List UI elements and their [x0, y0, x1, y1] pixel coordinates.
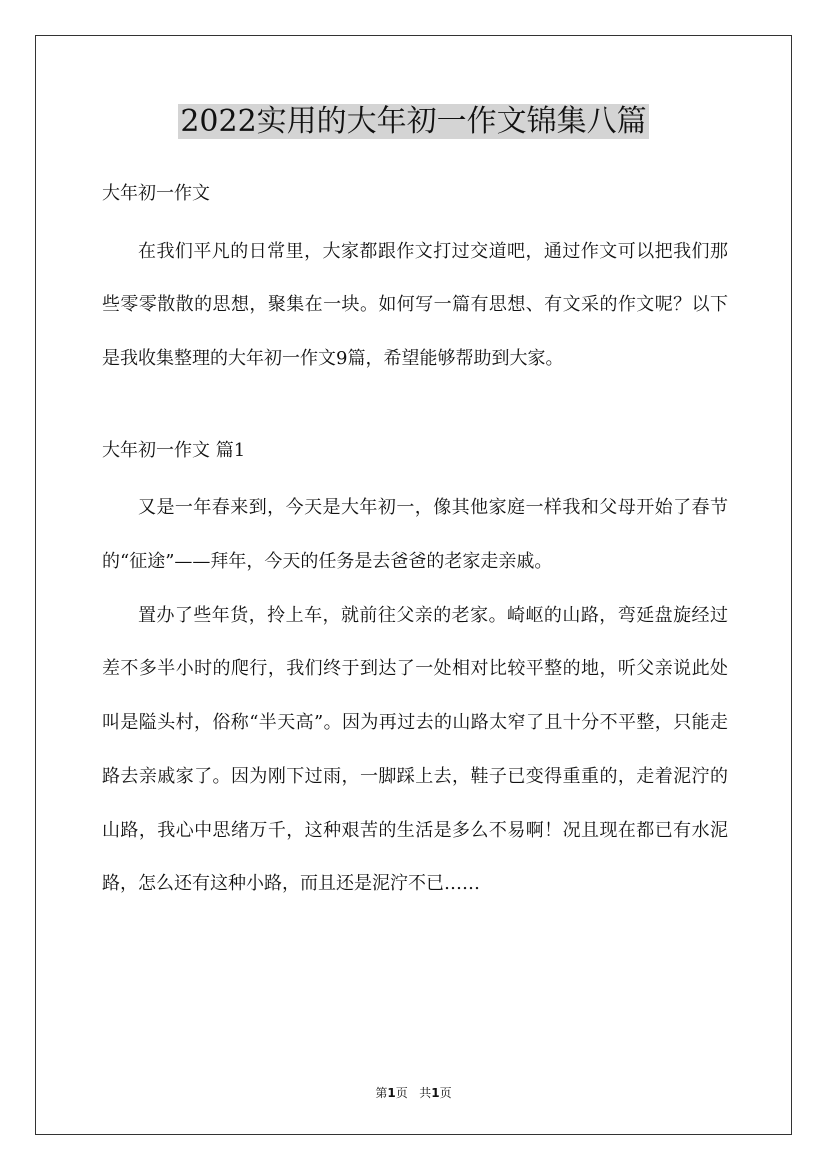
document-body [102, 175, 728, 911]
intro-heading: 大年初一作文 [102, 183, 210, 204]
section-paragraph-1: 又是一年春来到，今天是大年初一，像其他家庭一样我和父母开始了春节的“征途”——拜年，今天的任务是去爸爸的老家走亲戚。 [102, 497, 728, 572]
footer-page-number: 1 [387, 1086, 396, 1100]
footer-total-prefix: 共 [419, 1086, 432, 1100]
footer-total-suffix: 页 [439, 1086, 452, 1100]
page-footer [0, 1084, 827, 1102]
footer-prefix: 第 [375, 1086, 388, 1100]
document-title [0, 100, 827, 144]
footer-total-pages: 1 [431, 1086, 440, 1100]
document-title-text: 2022实用的大年初一作文锦集八篇 [180, 104, 647, 139]
footer-page-suffix: 页 [395, 1086, 408, 1100]
section-paragraph-2: 置办了些年货，拎上车，就前往父亲的老家。崎岖的山路，弯延盘旋经过差不多半小时的爬行，我们终于到达了一处相对比较平整的地，听父亲说此处叫是隘头村，俗称“半天高”。因为再过去的山路太窄了且十分不平整，只能走路去亲戚家了。因为刚下过雨，一脚踩上去，鞋子已变得重重的，走着泥泞的山路，我心中思绪万千，这种艰苦的生活是多么不易啊！况且现在都已有水泥路，怎么还有这种小路，而且还是泥泞不已…… [102, 604, 728, 895]
intro-paragraph: 在我们平凡的日常里，大家都跟作文打过交道吧，通过作文可以把我们那些零零散散的思想，聚集在一块。如何写一篇有思想、有文采的作文呢？以下是我收集整理的大年初一作文9篇，希望能够帮助到大家。 [102, 240, 728, 369]
section-heading: 大年初一作文 篇1 [102, 439, 246, 461]
section-spacer [102, 386, 728, 432]
